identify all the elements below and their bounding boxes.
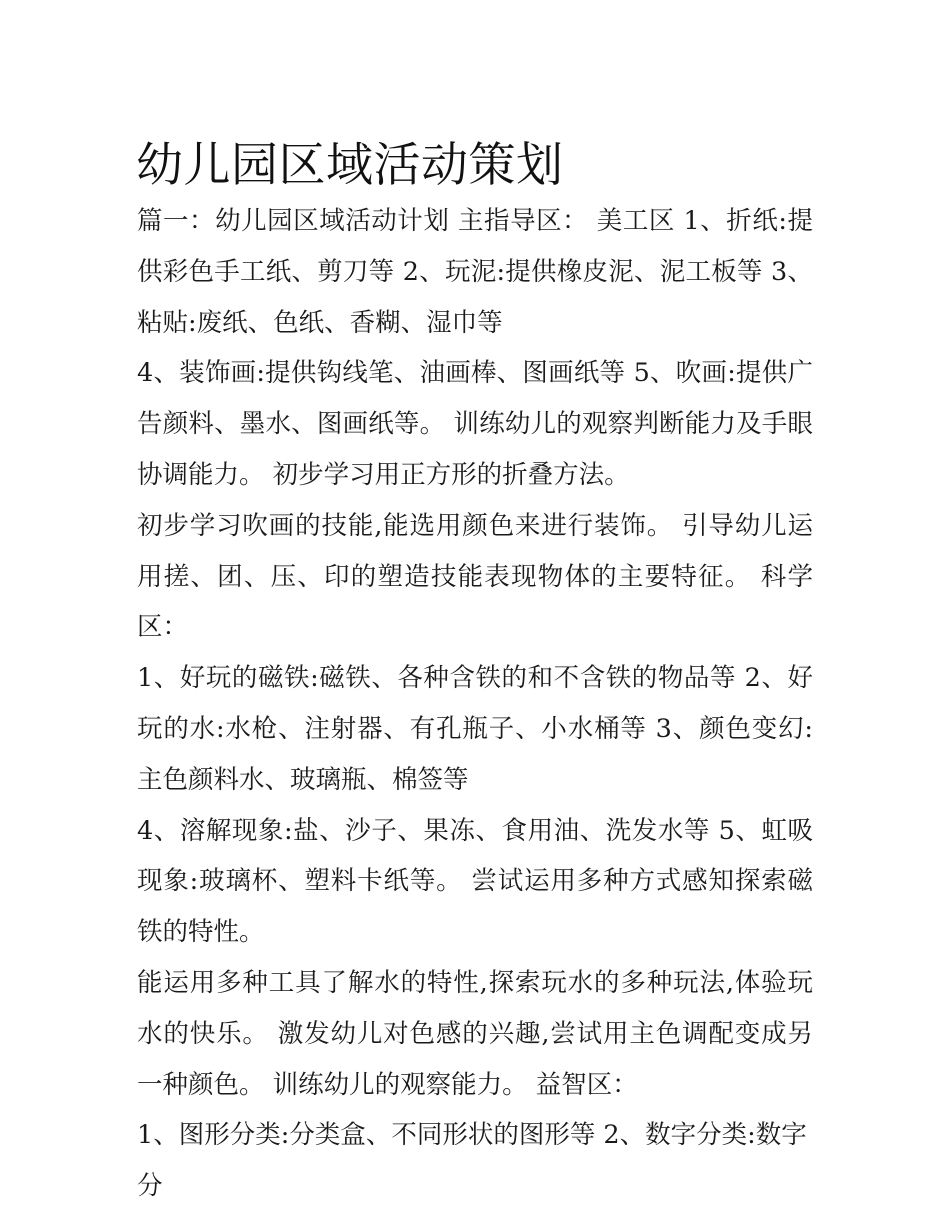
body-paragraph: 1、好玩的磁铁:磁铁、各种含铁的和不含铁的物品等 2、好玩的水:水枪、注射器、有孔瓶子、小水桶等 3、颜色变幻:主色颜料水、玻璃瓶、棉签等 xyxy=(137,663,813,795)
page-title: 幼儿园区域活动策划 xyxy=(136,138,564,194)
body-paragraph: 初步学习吹画的技能,能选用颜色来进行装饰。 引导幼儿运用搓、团、压、印的塑造技能表现物体的主要特征。 科学区： xyxy=(137,510,813,643)
body-paragraph: 4、溶解现象:盐、沙子、果冻、食用油、洗发水等 5、虹吸现象:玻璃杯、塑料卡纸等。 尝试运用多种方式感知探索磁铁的特性。 xyxy=(137,815,813,948)
body-paragraph: 篇一：幼儿园区域活动计划 主指导区： 美工区 1、折纸:提供彩色手工纸、剪刀等 2、玩泥:提供橡皮泥、泥工板等 3、粘贴:废纸、色纸、香糊、湿巾等 xyxy=(137,206,813,338)
body-paragraph: 能运用多种工具了解水的特性,探索玩水的多种玩法,体验玩水的快乐。 激发幼儿对色感的兴趣,尝试用主色调配变成另一种颜色。 训练幼儿的观察能力。 益智区： xyxy=(137,967,813,1100)
body-paragraph: 4、装饰画:提供钩线笔、油画棒、图画纸等 5、吹画:提供广告颜料、墨水、图画纸等。 训练幼儿的观察判断能力及手眼协调能力。 初步学习用正方形的折叠方法。 xyxy=(137,358,813,490)
document-body xyxy=(137,196,813,1212)
body-paragraph: 1、图形分类:分类盒、不同形状的图形等 2、数字分类:数字分 xyxy=(137,1120,807,1202)
